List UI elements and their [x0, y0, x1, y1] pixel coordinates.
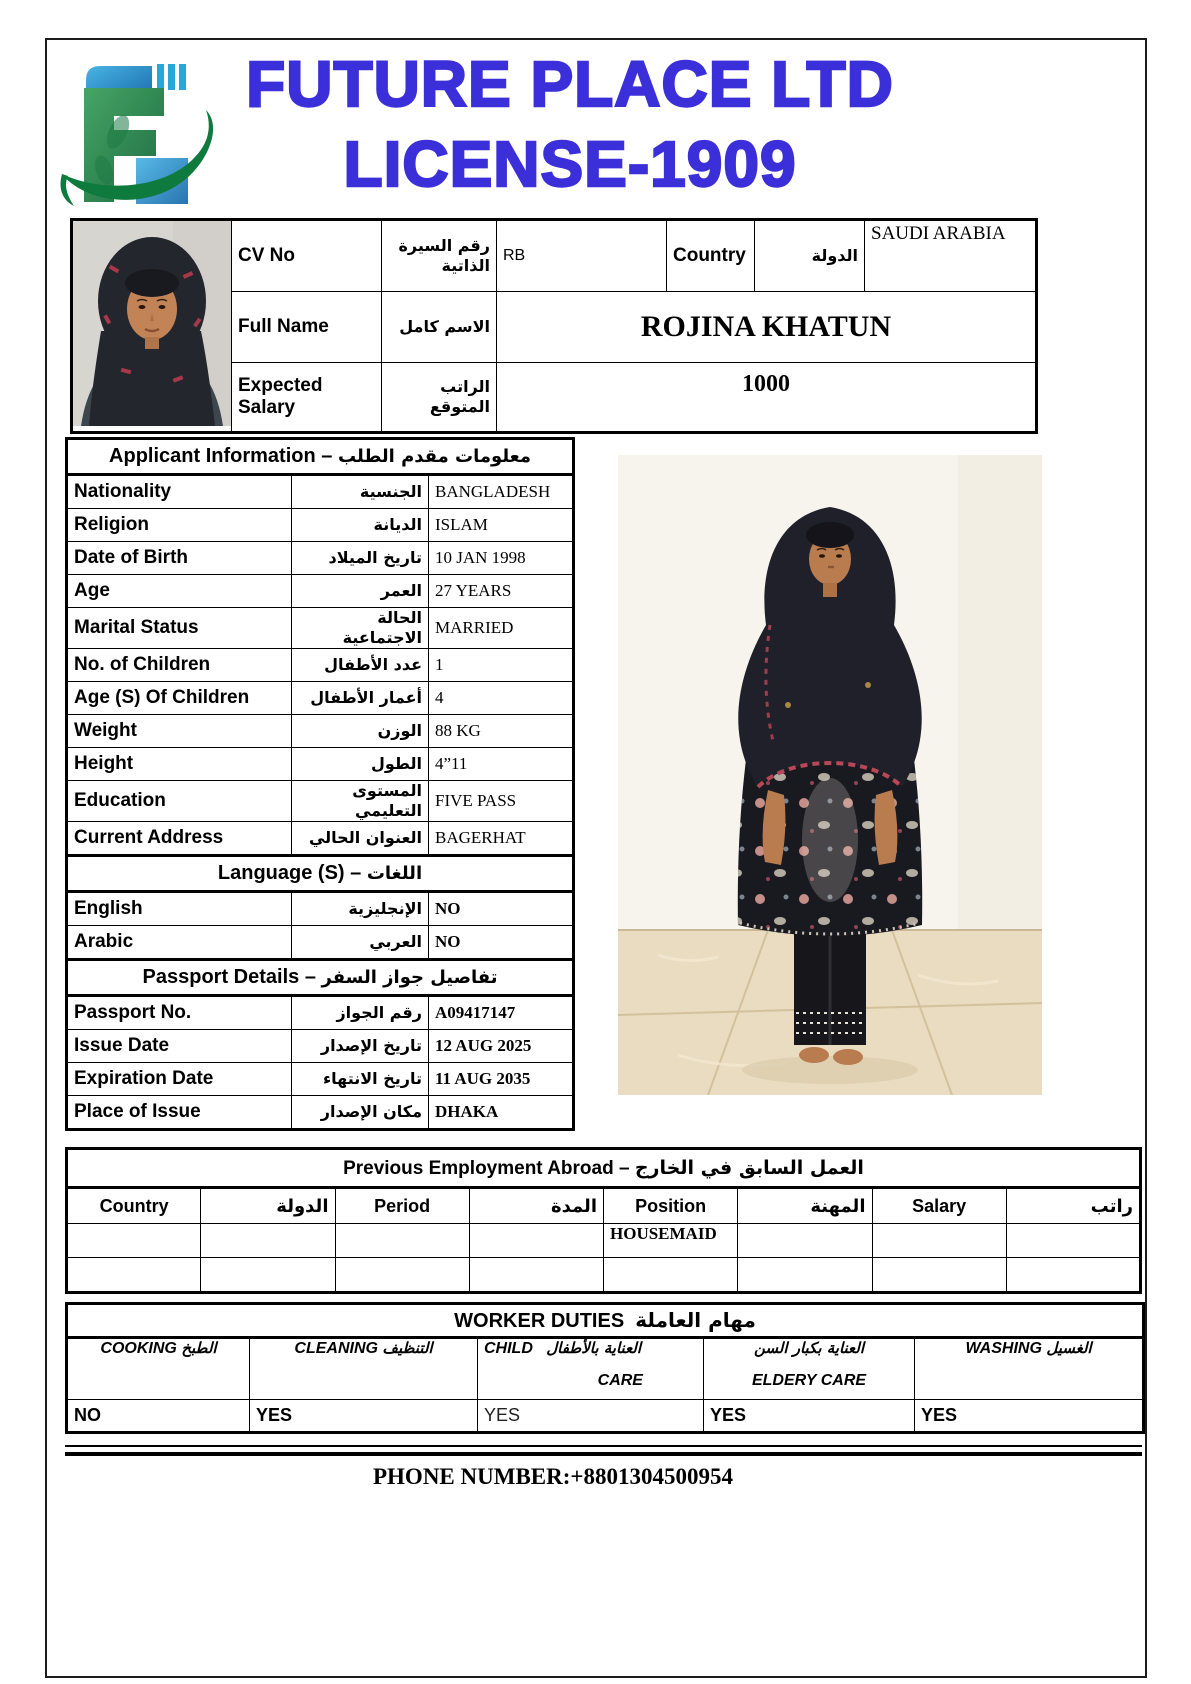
field-value: BAGERHAT [429, 822, 574, 856]
col-position-ar: المهنة [738, 1188, 872, 1224]
applicant-info-section-title: Applicant Information – معلومات مقدم الطلب [67, 439, 574, 475]
expected-salary-value: 1000 [497, 363, 1037, 433]
field-label-ar: تاريخ الانتهاء [292, 1063, 429, 1096]
cv-no-value: RB [497, 220, 667, 292]
previous-employment-row-2 [67, 1258, 1141, 1293]
passport-section-title: Passport Details – تفاصيل جواز السفر [67, 960, 574, 996]
field-label-ar: العنوان الحالي [292, 822, 429, 856]
col-position: Position [604, 1188, 738, 1224]
cell [67, 1224, 201, 1258]
col-salary: Salary [872, 1188, 1006, 1224]
field-value: 11 AUG 2035 [429, 1063, 574, 1096]
languages-section-title: Language (S) – اللغات [67, 856, 574, 892]
field-label: Arabic [67, 926, 292, 960]
cv-no-label-ar: رقم السيرة الذاتية [382, 220, 497, 292]
field-value: DHAKA [429, 1096, 574, 1130]
nationality-row [67, 475, 574, 509]
field-label: Current Address [67, 822, 292, 856]
duty-eldery-care: العناية بكبار السن ELDERY CARE [704, 1338, 915, 1400]
field-value: NO [429, 892, 574, 926]
field-label: Issue Date [67, 1030, 292, 1063]
expected-salary-label: Expected Salary [232, 363, 382, 433]
applicant-fullbody-photo [618, 455, 1042, 1095]
duty-cooking-value: NO [67, 1400, 250, 1433]
summary-table [70, 218, 1038, 434]
field-label-ar: العربي [292, 926, 429, 960]
arabic-row [67, 926, 574, 960]
field-label-ar: الطول [292, 748, 429, 781]
english-row [67, 892, 574, 926]
issue-date-row [67, 1030, 574, 1063]
full-name-value: ROJINA KHATUN [497, 292, 1037, 363]
company-name: FUTURE PLACE LTD [246, 48, 894, 120]
duty-child-care: CHILD العناية بالأطفال CARE [478, 1338, 704, 1400]
field-value: FIVE PASS [429, 781, 574, 822]
worker-duties-title: WORKER DUTIES مهام العاملة [67, 1304, 1144, 1338]
field-label: Passport No. [67, 996, 292, 1030]
country-value: SAUDI ARABIA [865, 220, 1037, 292]
field-value: 10 JAN 1998 [429, 542, 574, 575]
previous-employment-title: Previous Employment Abroad – العمل السابق في الخارج [67, 1149, 1141, 1188]
field-label-ar: عدد الأطفال [292, 649, 429, 682]
cell [872, 1224, 1006, 1258]
duty-washing: WASHING الغسيل [915, 1338, 1144, 1400]
cell [469, 1258, 603, 1293]
field-value: BANGLADESH [429, 475, 574, 509]
duty-cleaning-value: YES [250, 1400, 478, 1433]
previous-employment-row-1 [67, 1224, 1141, 1258]
col-period-ar: المدة [469, 1188, 603, 1224]
previous-employment-header-row [67, 1188, 1141, 1224]
applicant-headshot-photo [72, 220, 232, 433]
field-label: Date of Birth [67, 542, 292, 575]
field-label-ar: تاريخ الميلاد [292, 542, 429, 575]
passport-no-row [67, 996, 574, 1030]
field-label-ar: رقم الجواز [292, 996, 429, 1030]
duty-washing-value: YES [915, 1400, 1144, 1433]
field-value: MARRIED [429, 608, 574, 649]
license-number: LICENSE-1909 [343, 128, 797, 200]
field-label-ar: الديانة [292, 509, 429, 542]
field-label-ar: مكان الإصدار [292, 1096, 429, 1130]
country-label-ar: الدولة [755, 220, 865, 292]
full-name-label: Full Name [232, 292, 382, 363]
field-label-ar: تاريخ الإصدار [292, 1030, 429, 1063]
field-label: No. of Children [67, 649, 292, 682]
religion-row [67, 509, 574, 542]
cell [738, 1224, 872, 1258]
field-value: 1 [429, 649, 574, 682]
duty-cleaning: CLEANING التنظيف [250, 1338, 478, 1400]
applicant-info-table [65, 437, 575, 1131]
place-of-issue-row [67, 1096, 574, 1130]
weight-row [67, 715, 574, 748]
divider-line-thin [65, 1445, 1142, 1447]
age-row [67, 575, 574, 608]
cell [67, 1258, 201, 1293]
field-label-ar: المستوى التعليمي [292, 781, 429, 822]
field-label-ar: الوزن [292, 715, 429, 748]
cell [1006, 1224, 1140, 1258]
marital-status-row [67, 608, 574, 649]
field-value: NO [429, 926, 574, 960]
cv-no-label: CV No [232, 220, 382, 292]
worker-duties-values-row [67, 1400, 1144, 1433]
field-label: Religion [67, 509, 292, 542]
col-period: Period [335, 1188, 469, 1224]
cell [335, 1224, 469, 1258]
field-label-ar: الجنسية [292, 475, 429, 509]
duty-child-care-value: YES [478, 1400, 704, 1433]
divider-line-thick [65, 1452, 1142, 1456]
worker-duties-header-row [67, 1338, 1144, 1400]
field-label-ar: الإنجليزية [292, 892, 429, 926]
position-value: HOUSEMAID [604, 1224, 738, 1258]
field-value: 12 AUG 2025 [429, 1030, 574, 1063]
field-value: 88 KG [429, 715, 574, 748]
field-value: A09417147 [429, 996, 574, 1030]
current-address-row [67, 822, 574, 856]
field-label-ar: أعمار الأطفال [292, 682, 429, 715]
education-row [67, 781, 574, 822]
field-label: Age [67, 575, 292, 608]
height-row [67, 748, 574, 781]
phone-number: PHONE NUMBER:+8801304500954 [372, 1464, 733, 1489]
field-label: Nationality [67, 475, 292, 509]
field-label: Place of Issue [67, 1096, 292, 1130]
field-label: Age (S) Of Children [67, 682, 292, 715]
cell [201, 1224, 335, 1258]
date-of-birth-row [67, 542, 574, 575]
children-count-row [67, 649, 574, 682]
field-value: ISLAM [429, 509, 574, 542]
expiration-date-row [67, 1063, 574, 1096]
cell [335, 1258, 469, 1293]
duty-eldery-care-value: YES [704, 1400, 915, 1433]
field-value: 4 [429, 682, 574, 715]
children-age-row [67, 682, 574, 715]
expected-salary-label-ar: الراتب المتوقع [382, 363, 497, 433]
worker-duties-table [65, 1302, 1145, 1434]
field-label-ar: العمر [292, 575, 429, 608]
field-label: Marital Status [67, 608, 292, 649]
field-label: Expiration Date [67, 1063, 292, 1096]
col-country: Country [67, 1188, 201, 1224]
field-value: 4”11 [429, 748, 574, 781]
document-title [130, 46, 1010, 202]
field-label: English [67, 892, 292, 926]
field-label: Education [67, 781, 292, 822]
full-name-label-ar: الاسم كامل [382, 292, 497, 363]
cell [604, 1258, 738, 1293]
field-label: Weight [67, 715, 292, 748]
cell [469, 1224, 603, 1258]
field-value: 27 YEARS [429, 575, 574, 608]
duty-cooking: COOKING الطبخ [67, 1338, 250, 1400]
col-country-ar: الدولة [201, 1188, 335, 1224]
cell [201, 1258, 335, 1293]
previous-employment-table [65, 1147, 1142, 1294]
field-label-ar: الحالة الاجتماعية [292, 608, 429, 649]
cell [738, 1258, 872, 1293]
col-salary-ar: راتب [1006, 1188, 1140, 1224]
cell [1006, 1258, 1140, 1293]
cell [872, 1258, 1006, 1293]
field-label: Height [67, 748, 292, 781]
country-label: Country [667, 220, 755, 292]
